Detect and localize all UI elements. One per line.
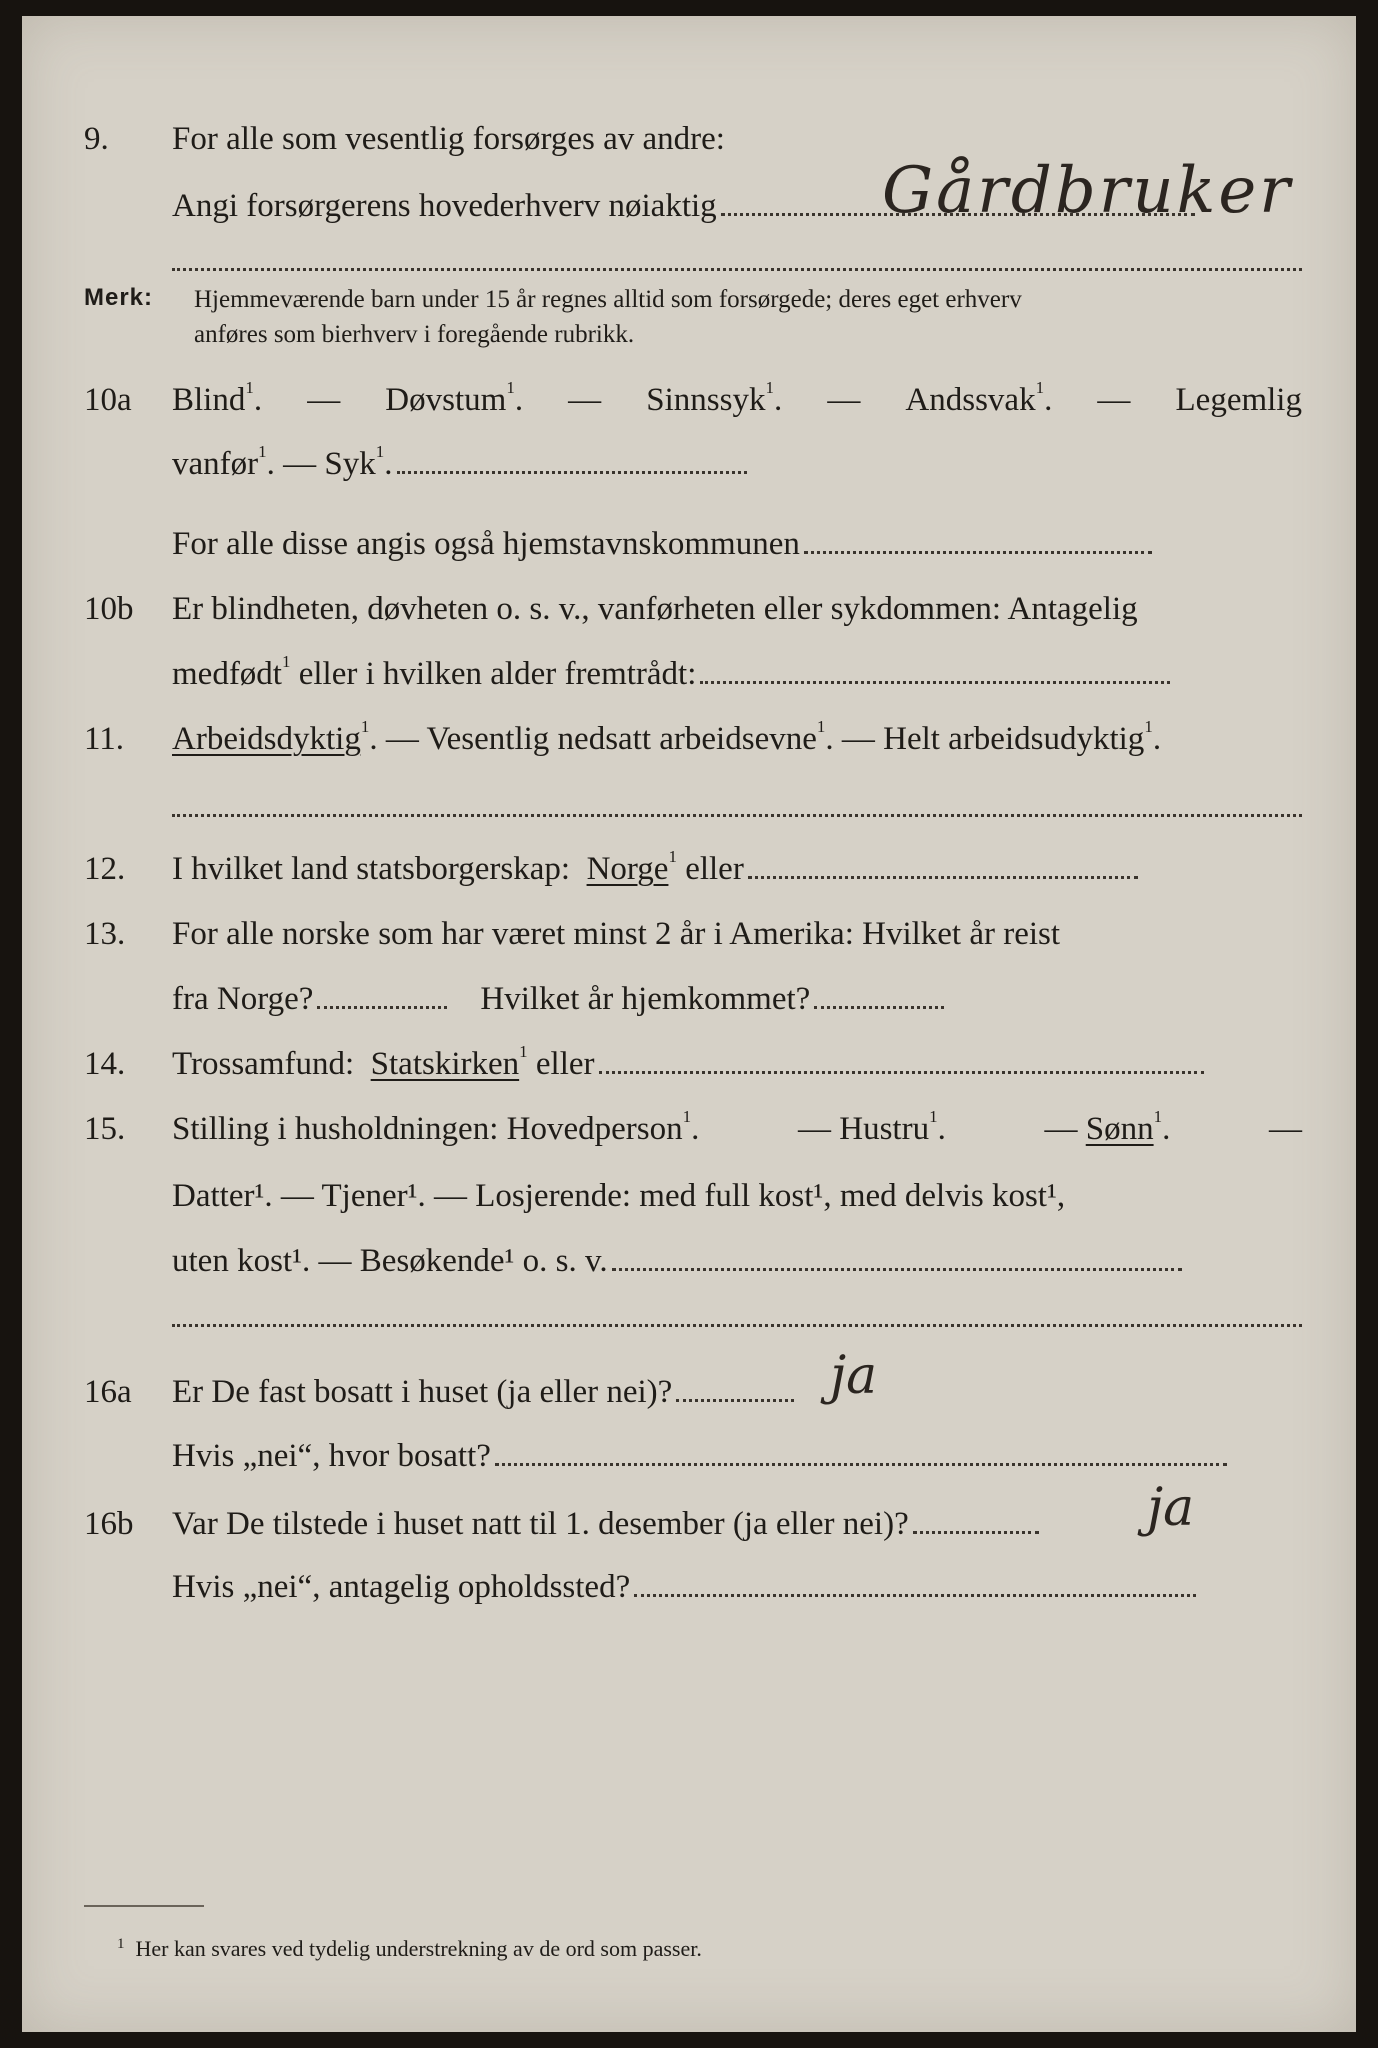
q10a-line3: For alle disse angis også hjemstavnskommunen <box>172 526 1152 563</box>
q10a-hjemstavn-line <box>804 545 1152 554</box>
q12-line: I hvilket land statsborgerskap: Norge$^1$ eller <box>172 851 1138 888</box>
q15-line2: Datter¹. — Tjener¹. — Losjerende: med full kost¹, med delvis kost¹, <box>172 1178 1066 1214</box>
q12-answer-line <box>748 870 1138 879</box>
q10a-number: 10a <box>84 382 132 418</box>
footnote <box>117 1936 702 1962</box>
q10b-line1: Er blindheten, døvheten o. s. v., vanførheten eller sykdommen: Antagelig <box>172 591 1138 627</box>
q15-line1: Stilling i husholdningen: Hovedperson$^1$. — Hustru$^1$. — Sønn$^1$. — <box>172 1107 1302 1147</box>
merk-label: Merk: <box>84 284 154 311</box>
q10a-dash: — <box>827 382 861 418</box>
q11-line1: Arbeidsdyktig$^1$. — Vesentlig nedsatt arbeidsevne$^1$. — Helt arbeidsudyktig$^1$. <box>172 717 1162 757</box>
footnote-rule <box>84 1905 204 1907</box>
q15-answer-line <box>612 1262 1182 1271</box>
q13-hjemkommet-line <box>814 1000 944 1009</box>
q12-option-norge: Norge <box>586 851 669 887</box>
q15-line3: uten kost¹. — Besøkende¹ o. s. v. <box>172 1243 1182 1280</box>
q13-line1: For alle norske som har været minst 2 år i Amerika: Hvilket år reist <box>172 916 1061 952</box>
q10a-syk-line <box>397 465 747 474</box>
q9-line2-text: Angi forsørgerens hovederhverv nøiaktig <box>172 188 717 224</box>
q10a-word: Blind$^1$. <box>172 378 263 418</box>
q16b-number: 16b <box>84 1506 134 1542</box>
q10a-word: Legemlig <box>1175 382 1302 418</box>
q16a-answer-line <box>676 1393 794 1402</box>
q11-option-arbeidsdyktig: Arbeidsdyktig <box>172 721 361 757</box>
footnote-text: Her kan svares ved tydelig understrekning av de ord som passer. <box>135 1936 702 1961</box>
q16a-handwritten-answer: ja <box>830 1346 878 1406</box>
merk-line2: anføres som bierhverv i foregående rubrikk. <box>194 321 635 348</box>
q10b-number: 10b <box>84 591 134 627</box>
q10a-word: Døvstum$^1$. <box>385 378 524 418</box>
footnote-mark: 1 <box>117 1936 125 1952</box>
q10b-line2: medfødt$^1$ eller i hvilken alder fremtrådt: <box>172 656 1170 693</box>
q16a-bosatt-line <box>495 1457 1227 1466</box>
q10a-word: Andssvak$^1$. <box>905 378 1053 418</box>
q16b-opholdssted-line <box>634 1588 1196 1597</box>
q13-number: 13. <box>84 916 126 952</box>
q10a-line1 <box>172 378 1302 419</box>
q16a-number: 16a <box>84 1374 132 1410</box>
q11-extra-line <box>172 814 1302 817</box>
form-page <box>22 16 1356 2032</box>
q10a-dash: — <box>568 382 602 418</box>
q9-handwritten-answer: Gårdbruker <box>882 154 1293 228</box>
q14-option-statskirken: Statskirken <box>370 1046 520 1082</box>
q16a-line1: Er De fast bosatt i huset (ja eller nei)? <box>172 1374 794 1411</box>
q10a-line2: vanfør$^1$. — Syk$^1$. <box>172 446 747 483</box>
q12-number: 12. <box>84 851 126 887</box>
q11-number: 11. <box>84 721 125 757</box>
q13-reist-line <box>317 1000 447 1009</box>
q10a-dash: — <box>307 382 341 418</box>
q10b-answer-line <box>700 675 1170 684</box>
q13-line2: fra Norge? Hvilket år hjemkommet? <box>172 981 944 1018</box>
q9-number: 9. <box>84 121 109 157</box>
q15-extra-line <box>172 1324 1302 1327</box>
q9-extra-line <box>172 268 1302 271</box>
q15-option-sonn: Sønn <box>1085 1111 1154 1147</box>
q16b-line2: Hvis „nei“, antagelig opholdssted? <box>172 1569 1196 1606</box>
q10a-dash: — <box>1097 382 1131 418</box>
q16b-answer-line <box>913 1525 1039 1534</box>
q16b-handwritten-answer: ja <box>1147 1478 1195 1538</box>
q16b-line1: Var De tilstede i huset natt til 1. desember (ja eller nei)? <box>172 1506 1039 1543</box>
q16a-line2: Hvis „nei“, hvor bosatt? <box>172 1438 1227 1475</box>
q9-line1: For alle som vesentlig forsørges av andre: <box>172 121 725 157</box>
q10a-word: Sinnssyk$^1$. <box>646 378 783 418</box>
q14-number: 14. <box>84 1046 126 1082</box>
merk-line1: Hjemmeværende barn under 15 år regnes alltid som forsørgede; deres eget erhverv <box>194 286 1022 313</box>
q14-answer-line <box>599 1065 1204 1074</box>
q14-line: Trossamfund: Statskirken$^1$ eller <box>172 1046 1204 1083</box>
q15-number: 15. <box>84 1111 126 1147</box>
